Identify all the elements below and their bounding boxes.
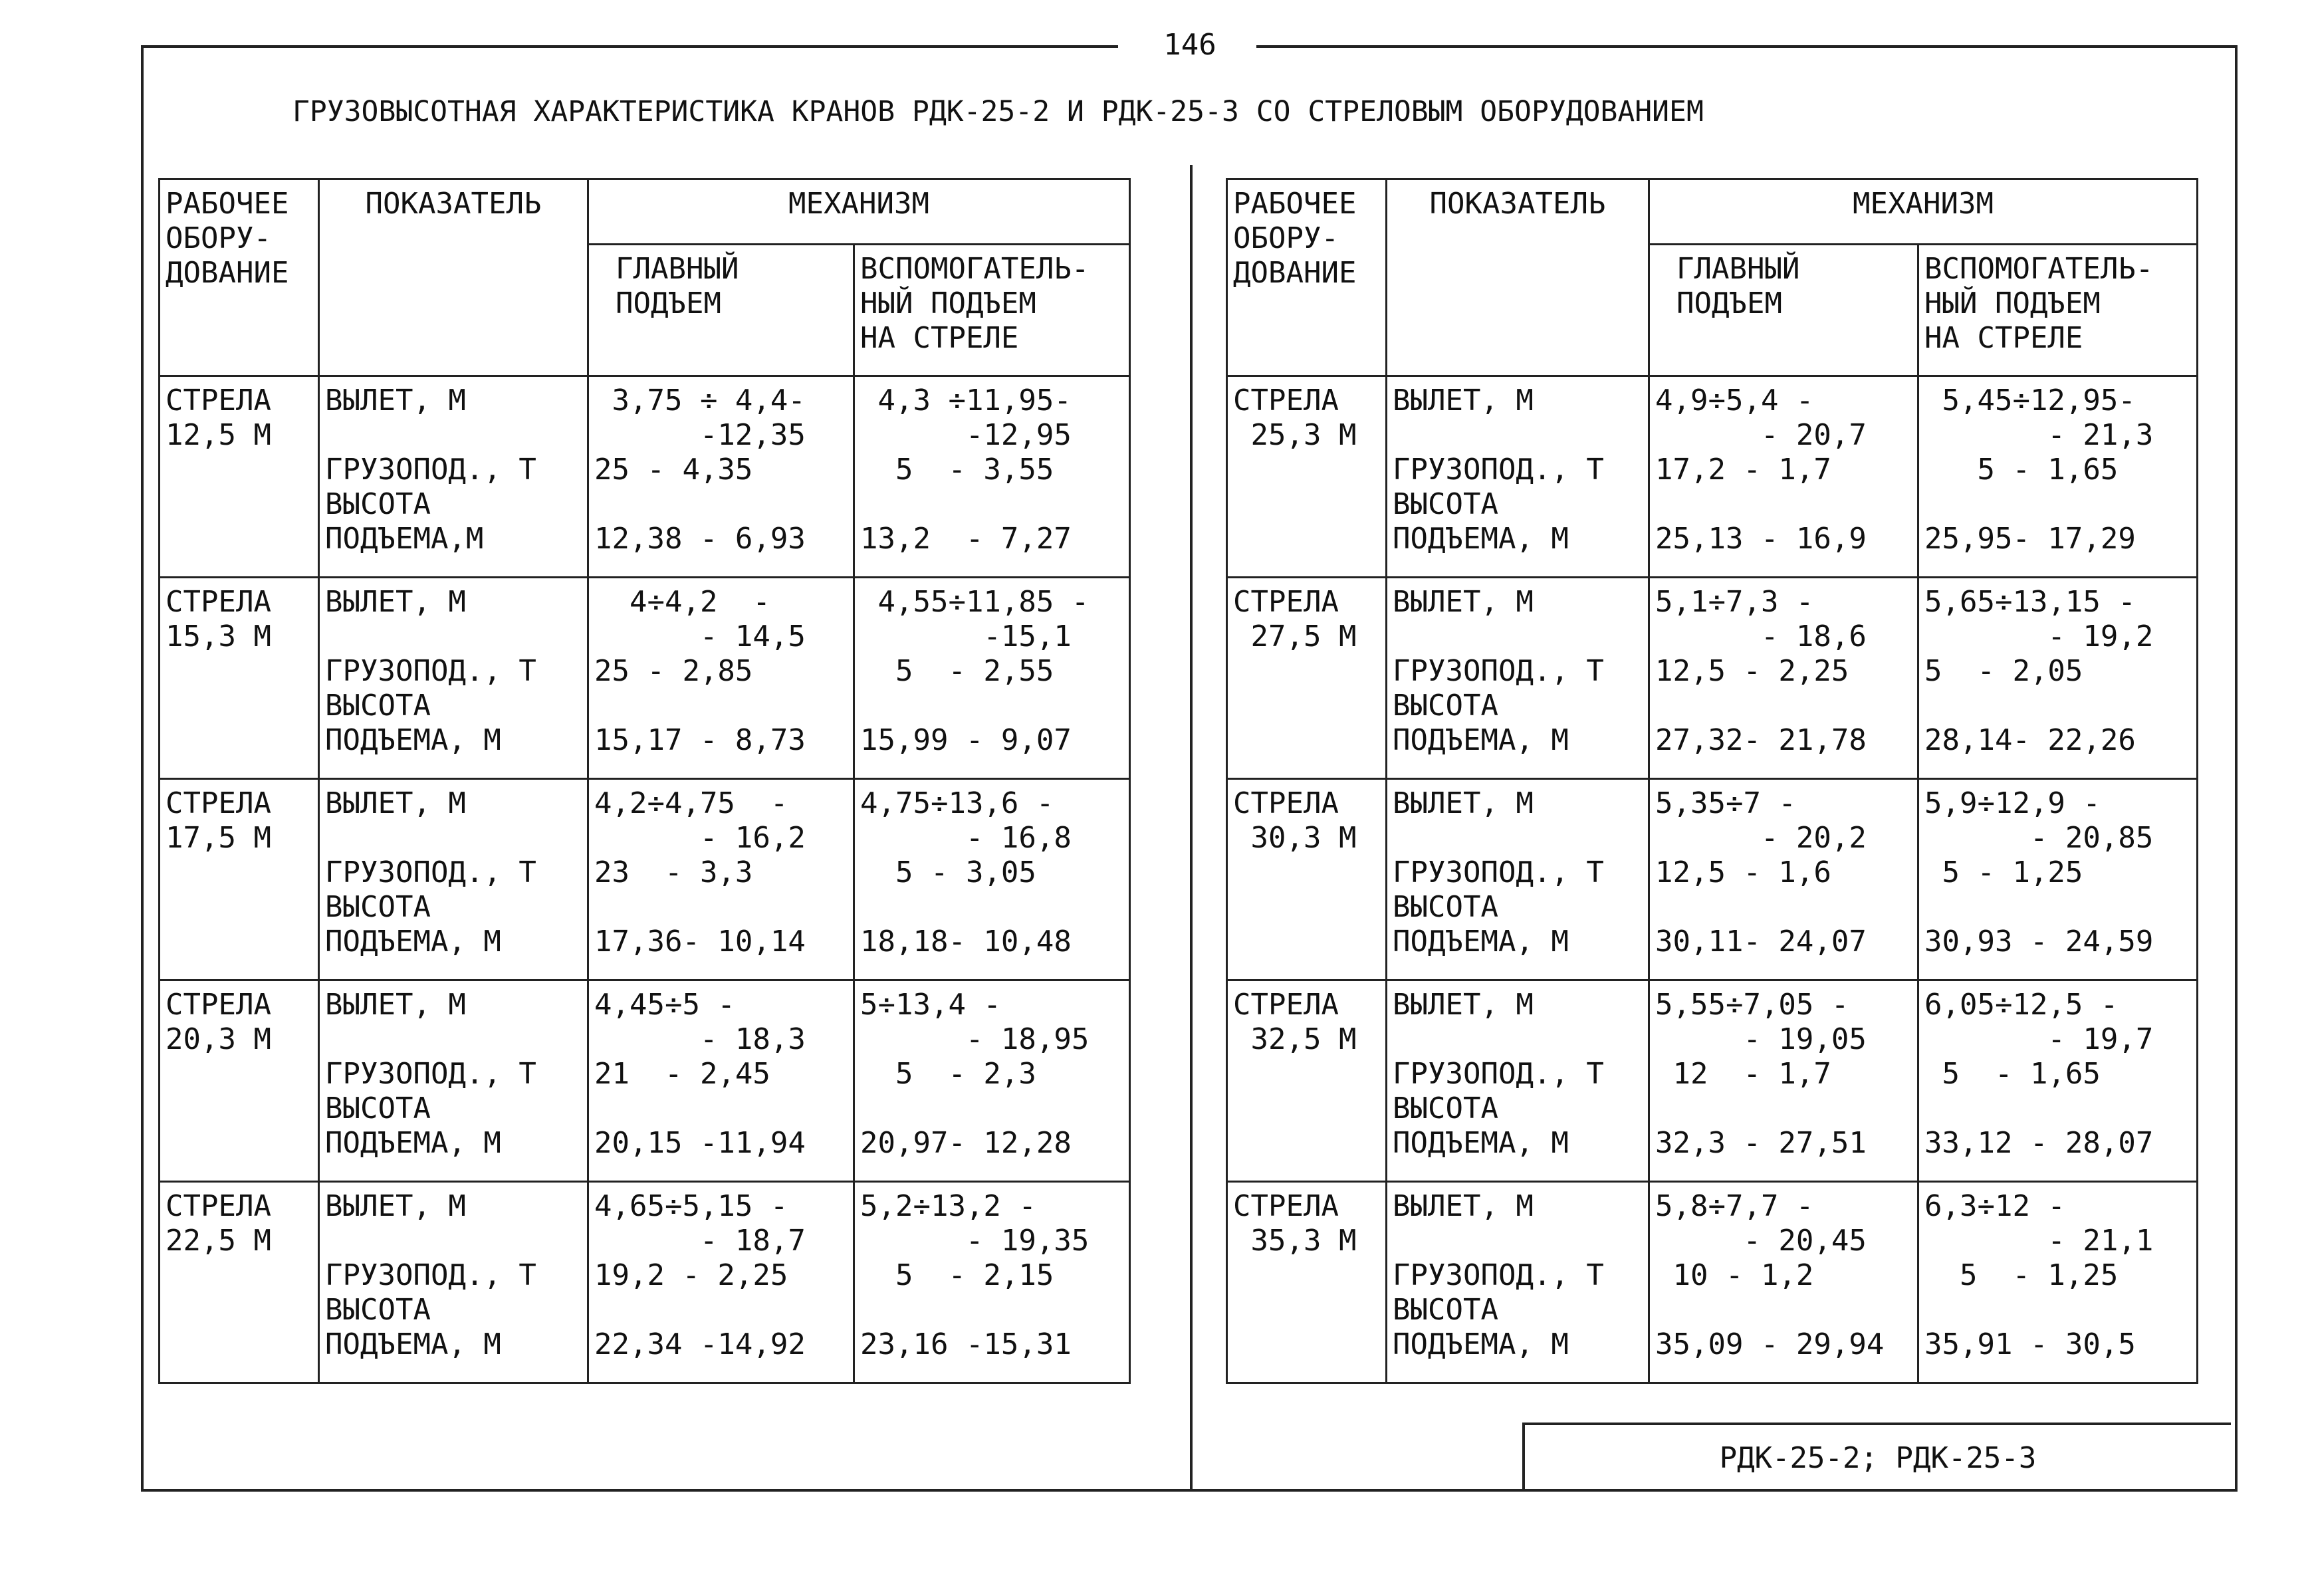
header-main-lift: ГЛАВНЫЙ ПОДЪЕМ: [588, 245, 854, 376]
table-row: [1227, 578, 2198, 779]
aux-lift-cell: 5÷13,4 - - 18,95 5 - 2,3 20,97- 12,28: [854, 980, 1130, 1182]
table-row: [1227, 1182, 2198, 1383]
main-lift-cell: 4÷4,2 - - 14,5 25 - 2,85 15,17 - 8,73: [588, 578, 854, 779]
indicator-cell: ВЫЛЕТ, М ГРУЗОПОД., Т ВЫСОТА ПОДЪЕМА, М: [1387, 779, 1649, 980]
equipment-cell: СТРЕЛА 27,5 М: [1227, 578, 1387, 779]
table-row: [160, 779, 1130, 980]
header-main-lift: ГЛАВНЫЙ ПОДЪЕМ: [1649, 245, 1918, 376]
header-equipment: РАБОЧЕЕ ОБОРУ- ДОВАНИЕ: [160, 179, 319, 376]
load-table-right: [1226, 178, 2198, 1384]
aux-lift-cell: 5,65÷13,15 - - 19,2 5 - 2,05 28,14- 22,26: [1918, 578, 2198, 779]
equipment-cell: СТРЕЛА 15,3 М: [160, 578, 319, 779]
equipment-cell: СТРЕЛА 25,3 М: [1227, 376, 1387, 578]
indicator-cell: ВЫЛЕТ, М ГРУЗОПОД., Т ВЫСОТА ПОДЪЕМА, М: [1387, 376, 1649, 578]
aux-lift-cell: 5,2÷13,2 - - 19,35 5 - 2,15 23,16 -15,31: [854, 1182, 1130, 1383]
aux-lift-cell: 6,05÷12,5 - - 19,7 5 - 1,65 33,12 - 28,07: [1918, 980, 2198, 1182]
equipment-cell: СТРЕЛА 30,3 М: [1227, 779, 1387, 980]
aux-lift-cell: 4,55÷11,85 - -15,1 5 - 2,55 15,99 - 9,07: [854, 578, 1130, 779]
page-title: ГРУЗОВЫСОТНАЯ ХАРАКТЕРИСТИКА КРАНОВ РДК-25-2 И РДК-25-3 СО СТРЕЛОВЫМ ОБОРУДОВАНИЕМ: [292, 95, 1704, 128]
indicator-cell: ВЫЛЕТ, М ГРУЗОПОД., Т ВЫСОТА ПОДЪЕМА, М: [1387, 980, 1649, 1182]
main-lift-cell: 5,8÷7,7 - - 20,45 10 - 1,2 35,09 - 29,94: [1649, 1182, 1918, 1383]
aux-lift-cell: 5,9÷12,9 - - 20,85 5 - 1,25 30,93 - 24,59: [1918, 779, 2198, 980]
indicator-cell: ВЫЛЕТ, М ГРУЗОПОД., Т ВЫСОТА ПОДЪЕМА, М: [1387, 1182, 1649, 1383]
header-indicator: ПОКАЗАТЕЛЬ: [319, 179, 588, 376]
indicator-cell: ВЫЛЕТ, М ГРУЗОПОД., Т ВЫСОТА ПОДЪЕМА,М: [319, 376, 588, 578]
equipment-cell: СТРЕЛА 35,3 М: [1227, 1182, 1387, 1383]
main-lift-cell: 5,55÷7,05 - - 19,05 12 - 1,7 32,3 - 27,51: [1649, 980, 1918, 1182]
page-number: 146: [1163, 28, 1216, 62]
table-row: [1227, 779, 2198, 980]
indicator-cell: ВЫЛЕТ, М ГРУЗОПОД., Т ВЫСОТА ПОДЪЕМА, М: [319, 1182, 588, 1383]
aux-lift-cell: 4,3 ÷11,95- -12,95 5 - 3,55 13,2 - 7,27: [854, 376, 1130, 578]
main-lift-cell: 4,65÷5,15 - - 18,7 19,2 - 2,25 22,34 -14,92: [588, 1182, 854, 1383]
equipment-cell: СТРЕЛА 12,5 М: [160, 376, 319, 578]
indicator-cell: ВЫЛЕТ, М ГРУЗОПОД., Т ВЫСОТА ПОДЪЕМА, М: [1387, 578, 1649, 779]
header-indicator: ПОКАЗАТЕЛЬ: [1387, 179, 1649, 376]
header-aux-lift: ВСПОМОГАТЕЛЬ- НЫЙ ПОДЪЕМ НА СТРЕЛЕ: [854, 245, 1130, 376]
table-row: [1227, 980, 2198, 1182]
equipment-cell: СТРЕЛА 32,5 М: [1227, 980, 1387, 1182]
table-row: [160, 1182, 1130, 1383]
main-lift-cell: 4,2÷4,75 - - 16,2 23 - 3,3 17,36- 10,14: [588, 779, 854, 980]
header-mechanism: МЕХАНИЗМ: [1649, 179, 2198, 245]
header-equipment: РАБОЧЕЕ ОБОРУ- ДОВАНИЕ: [1227, 179, 1387, 376]
table-row: [1227, 376, 2198, 578]
main-lift-cell: 4,45÷5 - - 18,3 21 - 2,45 20,15 -11,94: [588, 980, 854, 1182]
load-table-left: [158, 178, 1131, 1384]
column-divider: [1190, 165, 1193, 1491]
indicator-cell: ВЫЛЕТ, М ГРУЗОПОД., Т ВЫСОТА ПОДЪЕМА, М: [319, 980, 588, 1182]
header-aux-lift: ВСПОМОГАТЕЛЬ- НЫЙ ПОДЪЕМ НА СТРЕЛЕ: [1918, 245, 2198, 376]
indicator-cell: ВЫЛЕТ, М ГРУЗОПОД., Т ВЫСОТА ПОДЪЕМА, М: [319, 779, 588, 980]
indicator-cell: ВЫЛЕТ, М ГРУЗОПОД., Т ВЫСОТА ПОДЪЕМА, М: [319, 578, 588, 779]
equipment-cell: СТРЕЛА 17,5 М: [160, 779, 319, 980]
table-row: [160, 376, 1130, 578]
main-lift-cell: 4,9÷5,4 - - 20,7 17,2 - 1,7 25,13 - 16,9: [1649, 376, 1918, 578]
table-row: [160, 980, 1130, 1182]
title-block-stamp: РДК-25-2; РДК-25-3: [1522, 1423, 2231, 1489]
main-lift-cell: 5,1÷7,3 - - 18,6 12,5 - 2,25 27,32- 21,78: [1649, 578, 1918, 779]
equipment-cell: СТРЕЛА 20,3 М: [160, 980, 319, 1182]
equipment-cell: СТРЕЛА 22,5 М: [160, 1182, 319, 1383]
main-lift-cell: 3,75 ÷ 4,4- -12,35 25 - 4,35 12,38 - 6,93: [588, 376, 854, 578]
aux-lift-cell: 6,3÷12 - - 21,1 5 - 1,25 35,91 - 30,5: [1918, 1182, 2198, 1383]
aux-lift-cell: 5,45÷12,95- - 21,3 5 - 1,65 25,95- 17,29: [1918, 376, 2198, 578]
main-lift-cell: 5,35÷7 - - 20,2 12,5 - 1,6 30,11- 24,07: [1649, 779, 1918, 980]
table-row: [160, 578, 1130, 779]
aux-lift-cell: 4,75÷13,6 - - 16,8 5 - 3,05 18,18- 10,48: [854, 779, 1130, 980]
header-mechanism: МЕХАНИЗМ: [588, 179, 1130, 245]
